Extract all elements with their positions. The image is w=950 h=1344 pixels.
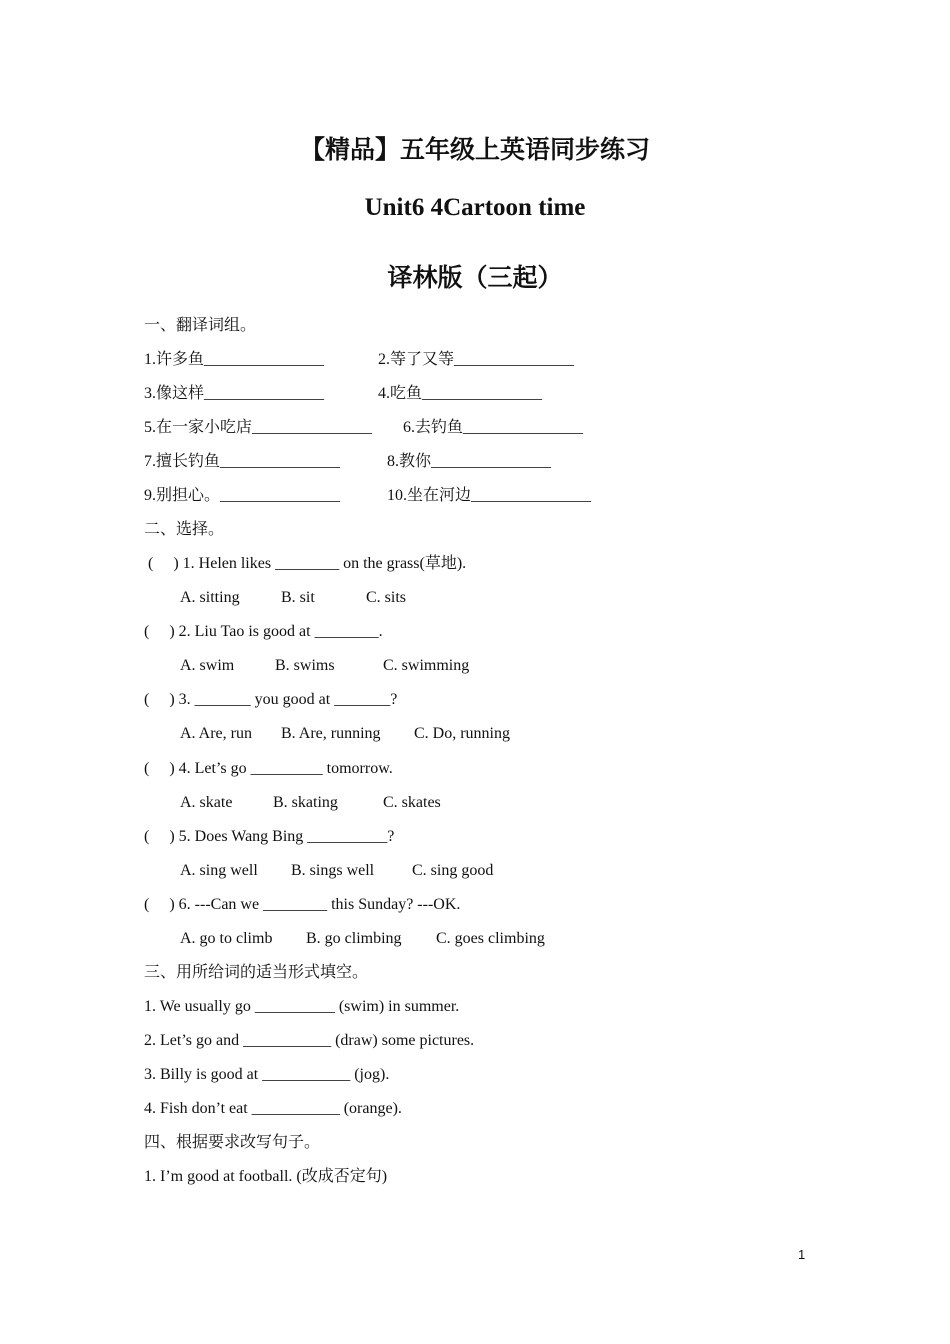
choice-question-4: ( ) 4. Let’s go _________ tomorrow. <box>144 760 393 777</box>
translate-item-8: 8.教你_______________ <box>387 453 552 470</box>
translate-item-4: 4.吃鱼_______________ <box>378 385 543 402</box>
choice-q2-option-b: B. swims <box>275 657 335 674</box>
translate-item-7: 7.擅长钓鱼_______________ <box>144 453 341 470</box>
fill-item-3: 3. Billy is good at ___________ (jog). <box>144 1066 390 1083</box>
section2-heading: 二、选择。 <box>144 521 225 538</box>
choice-q6-option-a: A. go to climb <box>180 930 273 947</box>
fill-item-4: 4. Fish don’t eat ___________ (orange). <box>144 1100 402 1117</box>
choice-q3-option-b: B. Are, running <box>281 725 381 742</box>
choice-question-5: ( ) 5. Does Wang Bing __________? <box>144 828 395 845</box>
translate-item-1: 1.许多鱼_______________ <box>144 351 325 368</box>
section1-heading: 一、翻译词组。 <box>144 317 257 334</box>
section4-heading: 四、根据要求改写句子。 <box>144 1134 321 1151</box>
translate-item-3: 3.像这样_______________ <box>144 385 325 402</box>
rewrite-item-1: 1. I’m good at football. (改成否定句) <box>144 1168 388 1185</box>
choice-q4-option-a: A. skate <box>180 794 233 811</box>
choice-question-6: ( ) 6. ---Can we ________ this Sunday? ---OK. <box>144 896 461 913</box>
choice-q6-option-c: C. goes climbing <box>436 930 545 947</box>
translate-item-9: 9.别担心。_______________ <box>144 487 341 504</box>
choice-q4-option-c: C. skates <box>383 794 441 811</box>
choice-q3-option-a: A. Are, run <box>180 725 252 742</box>
page-number: 1 <box>798 1247 806 1262</box>
choice-q4-option-b: B. skating <box>273 794 338 811</box>
document-subtitle: Unit6 4Cartoon time <box>364 194 586 221</box>
choice-q1-option-b: B. sit <box>281 589 315 606</box>
choice-q6-option-b: B. go climbing <box>306 930 402 947</box>
fill-item-1: 1. We usually go __________ (swim) in summer. <box>144 998 460 1015</box>
translate-item-10: 10.坐在河边_______________ <box>387 487 592 504</box>
document-title: 【精品】五年级上英语同步练习 <box>299 137 650 164</box>
choice-q1-option-c: C. sits <box>366 589 407 606</box>
fill-item-2: 2. Let’s go and ___________ (draw) some pictures. <box>144 1032 475 1049</box>
choice-question-2: ( ) 2. Liu Tao is good at ________. <box>144 623 383 640</box>
choice-q5-option-c: C. sing good <box>412 862 494 879</box>
translate-item-6: 6.去钓鱼_______________ <box>403 419 584 436</box>
choice-question-1: ( ) 1. Helen likes ________ on the grass(草地). <box>144 555 467 572</box>
choice-q3-option-c: C. Do, running <box>414 725 510 742</box>
section3-heading: 三、用所给词的适当形式填空。 <box>144 964 369 981</box>
choice-q5-option-a: A. sing well <box>180 862 258 879</box>
choice-q2-option-a: A. swim <box>180 657 235 674</box>
choice-q1-option-a: A. sitting <box>180 589 240 606</box>
translate-item-5: 5.在一家小吃店_______________ <box>144 419 373 436</box>
choice-q5-option-b: B. sings well <box>291 862 375 879</box>
choice-q2-option-c: C. swimming <box>383 657 470 674</box>
translate-item-2: 2.等了又等_______________ <box>378 351 575 368</box>
choice-question-3: ( ) 3. _______ you good at _______? <box>144 691 398 708</box>
document-edition: 译林版（三起） <box>387 265 563 292</box>
